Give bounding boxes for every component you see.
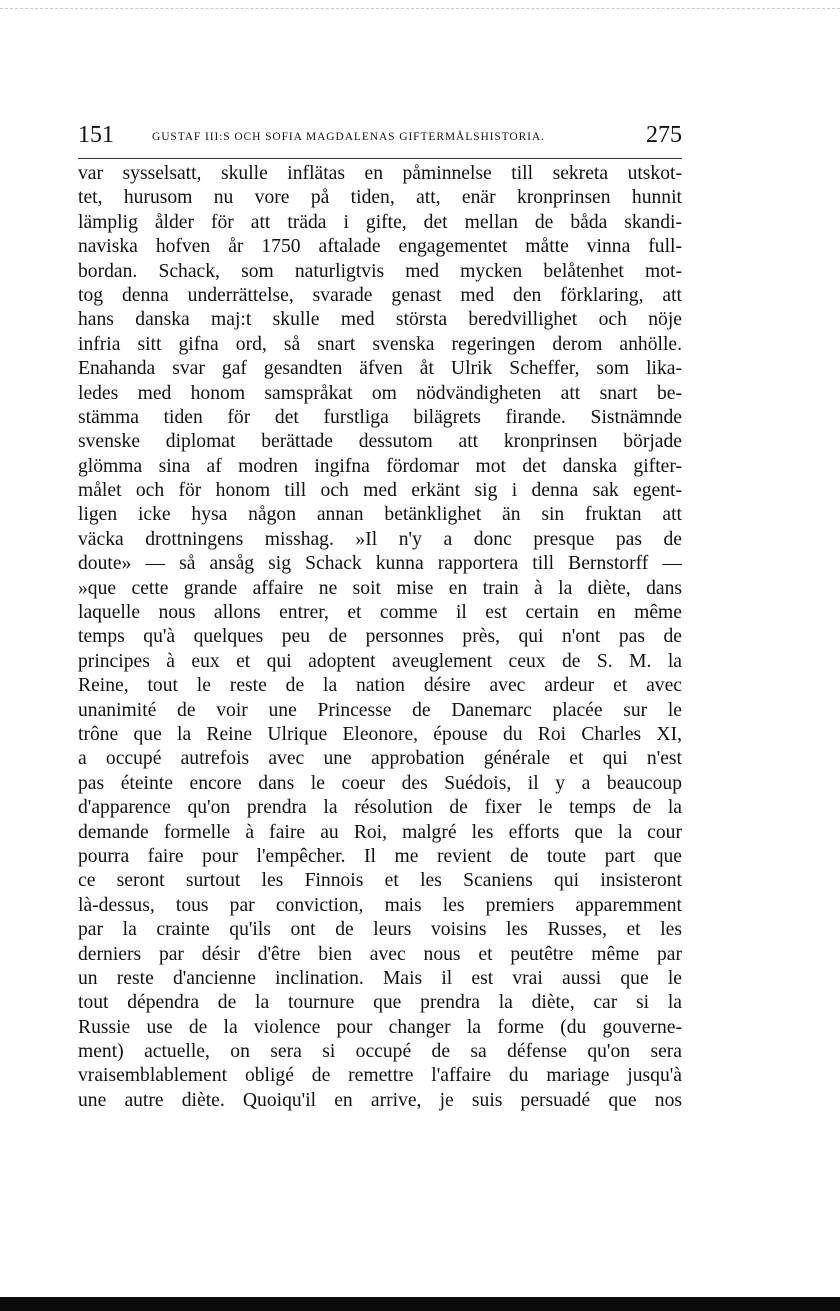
text-line: väcka drottningens misshag. »Il n'y a donc presque pas de — [78, 528, 682, 550]
scan-bottom-edge — [0, 1297, 840, 1311]
text-line: doute» — så ansåg sig Schack kunna rapportera till Bernstorff — — [78, 553, 682, 575]
text-line: par la crainte qu'ils ont de leurs voisins les Russes, et les — [78, 919, 682, 941]
text-line: svenske diplomat berättade dessutom att kronprinsen började — [78, 431, 682, 453]
text-line: ledes med honom samspråkat om nödvändigheten att snart be- — [78, 382, 682, 404]
running-title: GUSTAF III:S OCH SOFIA MAGDALENAS GIFTERMÅLSHISTORIA. — [152, 131, 545, 143]
text-line: bordan. Schack, som naturligtvis med mycken belåtenhet mot- — [78, 260, 682, 282]
text-line: »que cette grande affaire ne soit mise en train à la diète, dans — [78, 577, 682, 599]
text-line: Russie use de la violence pour changer la forme (du gouverne- — [78, 1016, 682, 1038]
text-line: un reste d'ancienne inclination. Mais il est vrai aussi que le — [78, 967, 682, 989]
body-text — [78, 162, 682, 1113]
text-line: une autre diète. Quoiqu'il en arrive, je suis persuadé que nos — [78, 1089, 682, 1111]
text-line: demande formelle à faire au Roi, malgré les efforts que la cour — [78, 821, 682, 843]
text-line: ce seront surtout les Finnois et les Scaniens qui insisteront — [78, 870, 682, 892]
text-line: principes à eux et qui adoptent aveuglement ceux de S. M. la — [78, 650, 682, 672]
text-line: d'apparence qu'on prendra la résolution de fixer le temps de la — [78, 797, 682, 819]
left-page-number: 151 — [78, 122, 114, 148]
text-line: temps qu'à quelques peu de personnes près, qui n'ont pas de — [78, 626, 682, 648]
text-line: tout dépendra de la tournure que prendra la diète, car si la — [78, 992, 682, 1014]
text-line: ligen icke hysa någon annan betänklighet än sin fruktan att — [78, 504, 682, 526]
header-rule — [78, 158, 682, 159]
text-line: trône que la Reine Ulrique Eleonore, épouse du Roi Charles XI, — [78, 723, 682, 745]
text-line: lämplig ålder för att träda i gifte, det mellan de båda skandi- — [78, 211, 682, 233]
text-line: a occupé autrefois avec une approbation générale et qui n'est — [78, 748, 682, 770]
text-line: infria sitt gifna ord, så snart svenska regeringen derom anhölle. — [78, 333, 682, 355]
text-line: ment) actuelle, on sera si occupé de sa défense qu'on sera — [78, 1041, 682, 1063]
text-line: Enahanda svar gaf gesandten äfven åt Ulrik Scheffer, som lika- — [78, 358, 682, 380]
text-line: hans danska maj:t skulle med största beredvillighet och nöje — [78, 309, 682, 331]
text-line: pas éteinte encore dans le coeur des Suédois, il y a beaucoup — [78, 772, 682, 794]
text-line: vraisemblablement obligé de remettre l'affaire du mariage jusqu'à — [78, 1065, 682, 1087]
text-line: là-dessus, tous par conviction, mais les premiers apparemment — [78, 894, 682, 916]
text-line: pourra faire pour l'empêcher. Il me revient de toute part que — [78, 845, 682, 867]
page-header — [78, 122, 682, 154]
text-line: tet, hurusom nu vore på tiden, att, enär kronprinsen hunnit — [78, 187, 682, 209]
text-line: derniers par désir d'être bien avec nous et peutêtre même par — [78, 943, 682, 965]
top-scan-edge — [0, 8, 840, 9]
text-line: stämma tiden för det furstliga bilägrets firande. Sistnämnde — [78, 406, 682, 428]
text-line: tog denna underrättelse, svarade genast med den förklaring, att — [78, 284, 682, 306]
text-line: naviska hofven år 1750 aftalade engagementet måtte vinna full- — [78, 236, 682, 258]
text-line: unanimité de voir une Princesse de Danemarc placée sur le — [78, 699, 682, 721]
right-page-number: 275 — [646, 122, 682, 148]
text-line: målet och för honom till och med erkänt sig i denna sak egent- — [78, 480, 682, 502]
text-line: glömma sina af modren ingifna fördomar mot det danska gifter- — [78, 455, 682, 477]
text-line: Reine, tout le reste de la nation désire avec ardeur et avec — [78, 675, 682, 697]
text-line: laquelle nous allons entrer, et comme il est certain en même — [78, 602, 682, 624]
text-line: var sysselsatt, skulle inflätas en påminnelse till sekreta utskot- — [78, 163, 682, 184]
